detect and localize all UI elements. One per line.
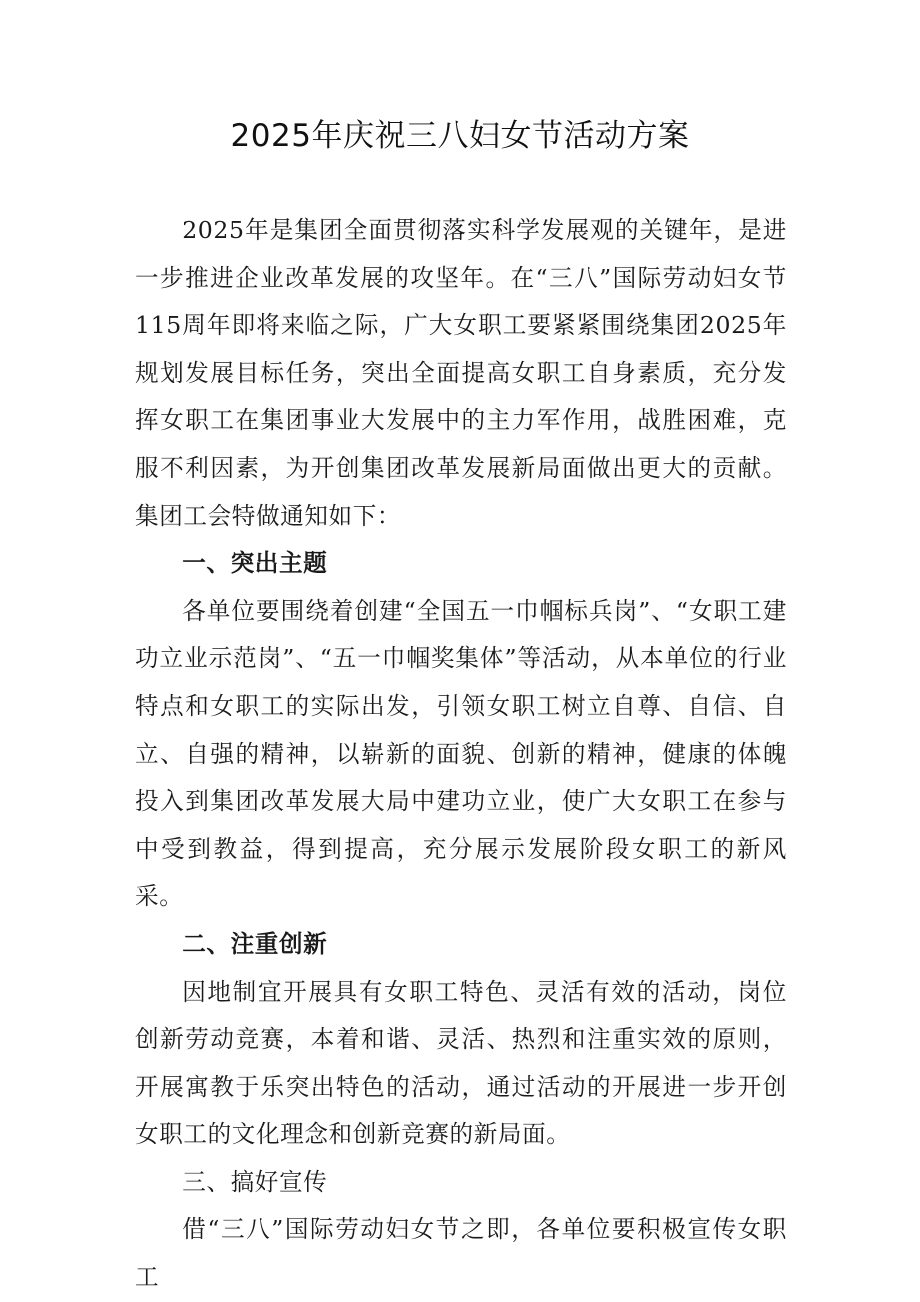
section-heading-2: 二、注重创新: [182, 929, 328, 958]
section-heading-3: 三、搞好宣传: [182, 1167, 328, 1196]
document-title: 2025年庆祝三八妇女节活动方案: [230, 118, 690, 154]
section-paragraph-3: 借“三八”国际劳动妇女节之即，各单位要积极宣传女职工: [135, 1215, 787, 1292]
section-paragraph-2: 因地制宜开展具有女职工特色、灵活有效的活动，岗位创新劳动竞赛，本着和谐、灵活、热烈和注重实效的原则，开展寓教于乐突出特色的活动，通过活动的开展进一步开创女职工的文化理念和创新竞赛的新局面。: [135, 977, 787, 1149]
document-body: [135, 207, 787, 1302]
section-heading-1: 一、突出主题: [182, 549, 328, 578]
intro-paragraph: 2025年是集团全面贯彻落实科学发展观的关键年，是进一步推进企业改革发展的攻坚年。在“三八”国际劳动妇女节115周年即将来临之际，广大女职工要紧紧围绕集团2025年规划发展目标任务，突出全面提高女职工自身素质，充分发挥女职工在集团事业大发展中的主力军作用，战胜困难，克服不利因素，为开创集团改革发展新局面做出更大的贡献。集团工会特做通知如下：: [135, 216, 787, 530]
section-paragraph-1: 各单位要围绕着创建“全国五一巾帼标兵岗”、“女职工建功立业示范岗”、“五一巾帼奖集体”等活动，从本单位的行业特点和女职工的实际出发，引领女职工树立自尊、自信、自立、自强的精神，以崭新的面貌、创新的精神，健康的体魄投入到集团改革发展大局中建功立业，使广大女职工在参与中受到教益，得到提高，充分展示发展阶段女职工的新风采。: [135, 596, 787, 911]
